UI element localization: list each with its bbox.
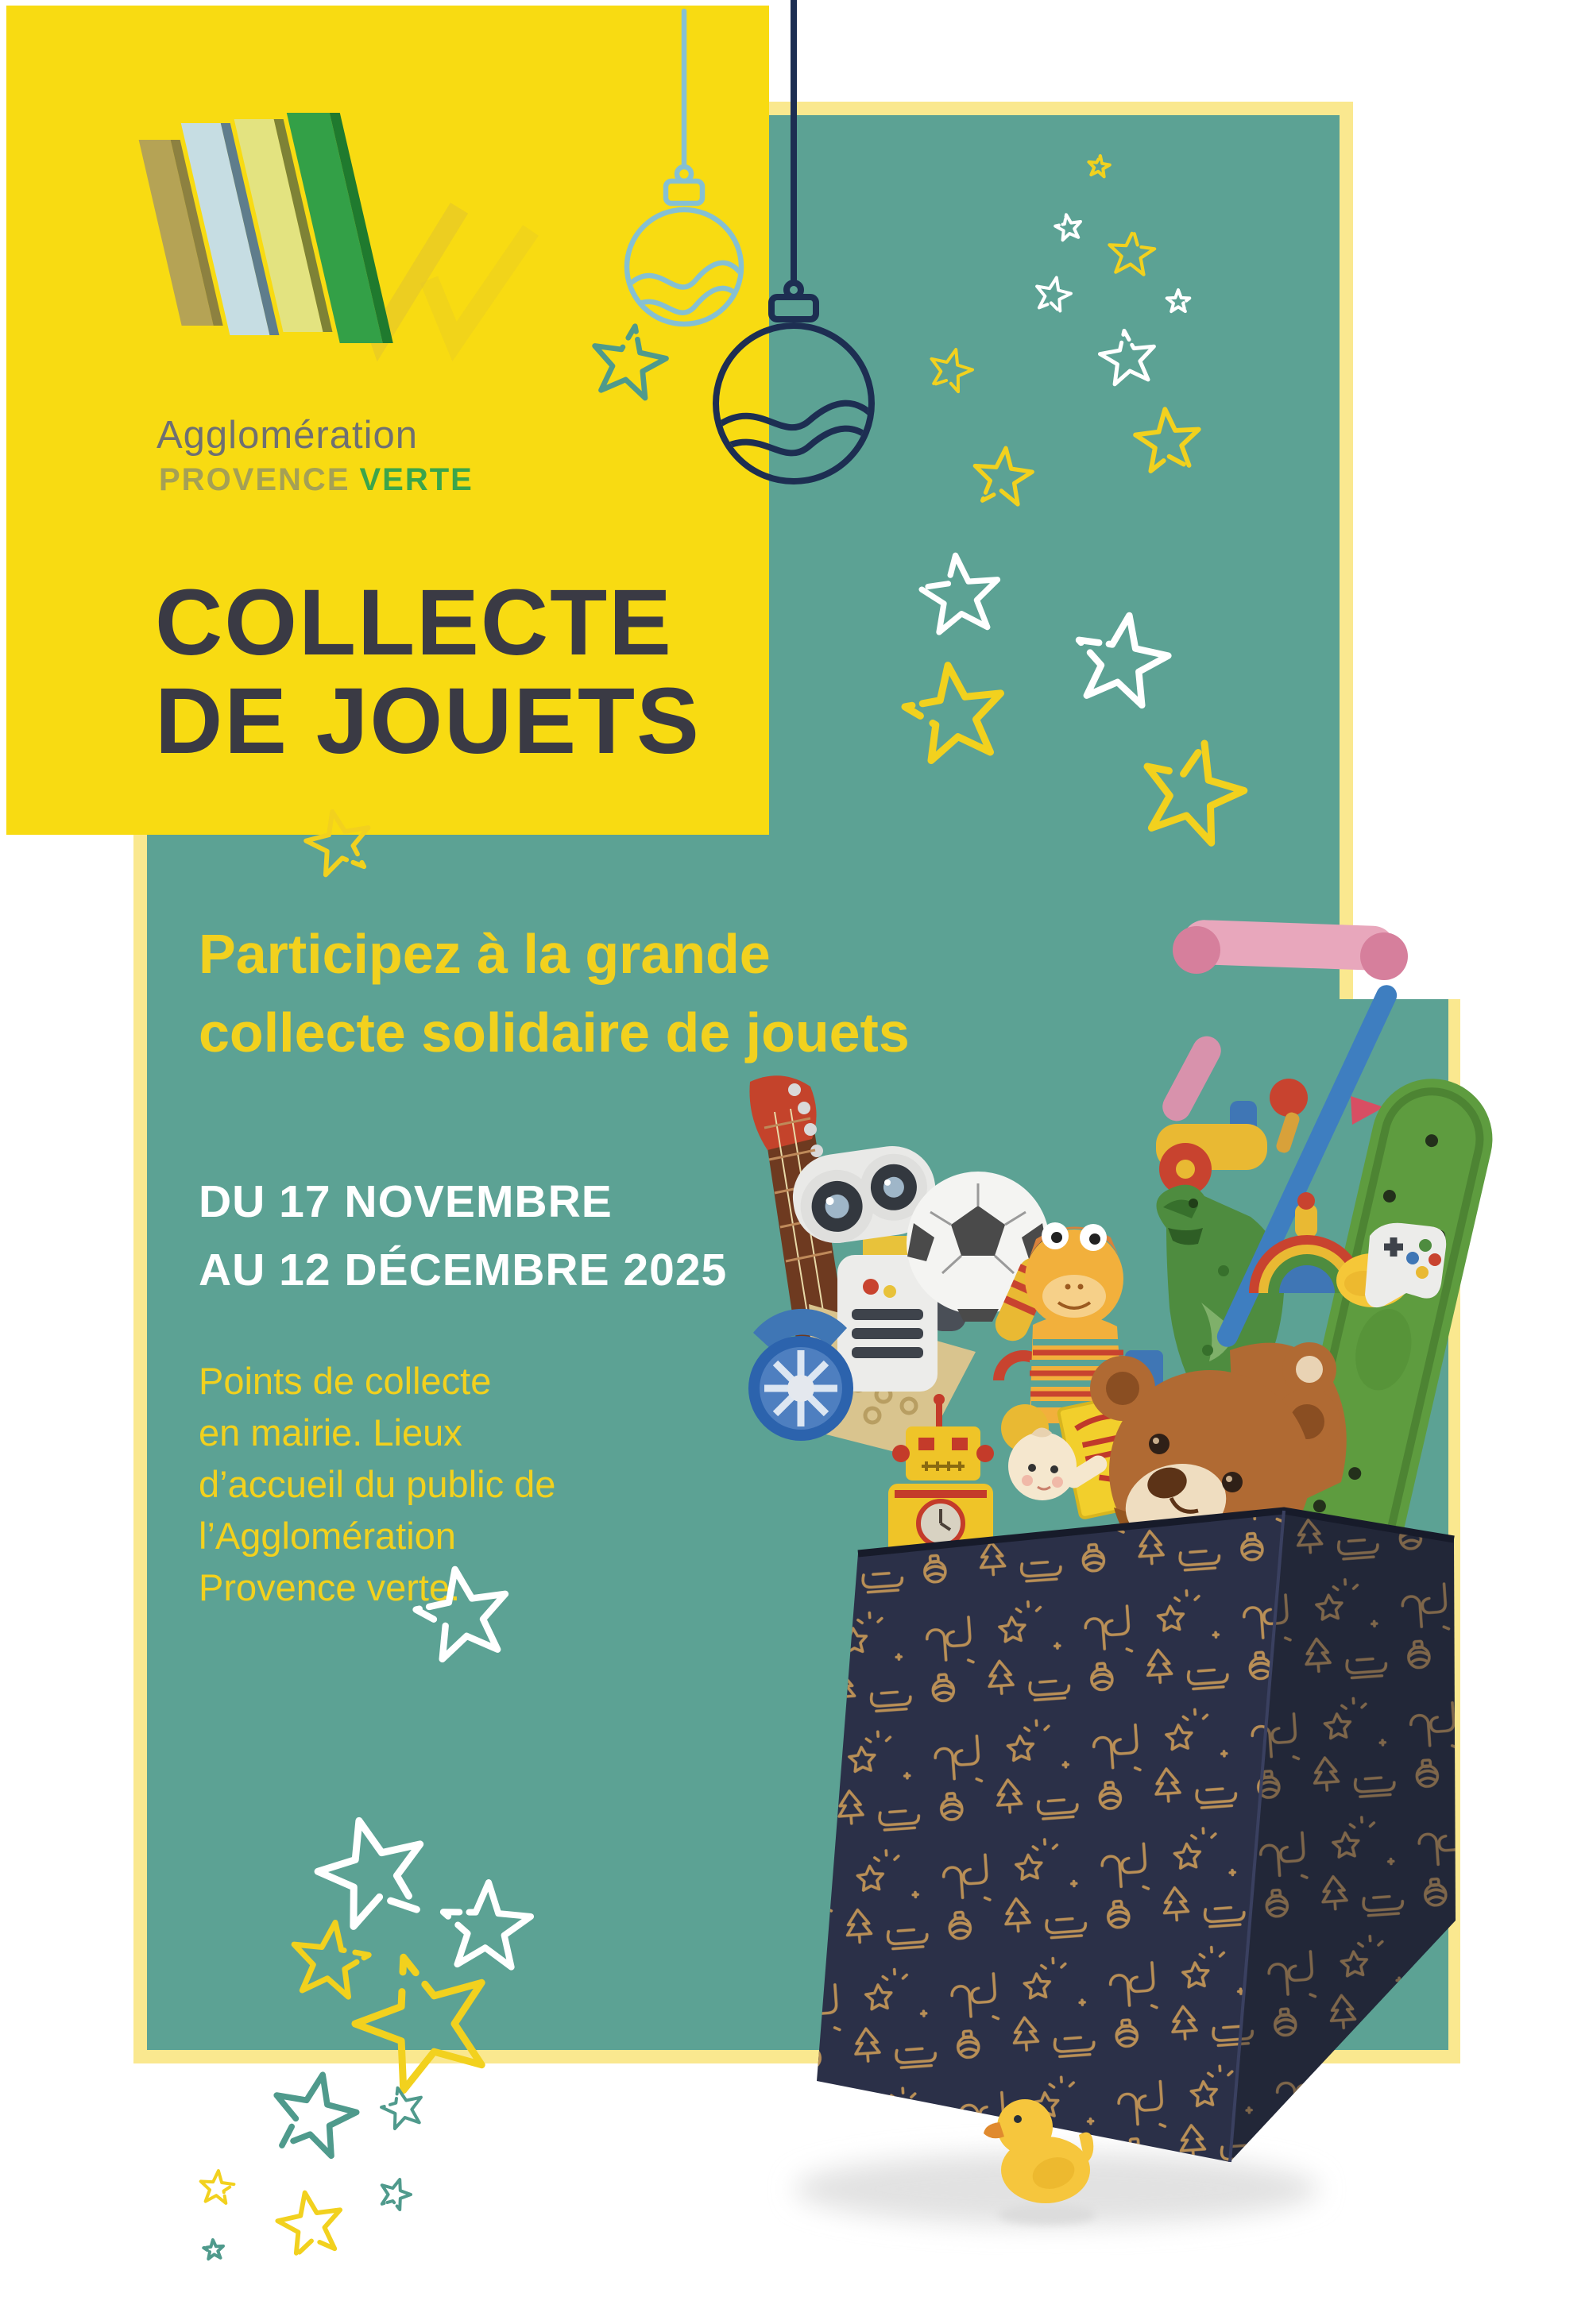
agglomeration-logo-icon xyxy=(79,71,556,389)
title-line1: COLLECTE xyxy=(155,570,673,675)
date-range xyxy=(199,1168,727,1304)
info-line: l’Agglomération xyxy=(199,1515,456,1557)
rubber-duck xyxy=(984,2099,1096,2225)
info-line: en mairie. Lieux xyxy=(199,1411,462,1453)
collection-info xyxy=(199,1355,555,1613)
headline-line2: collecte solidaire de jouets xyxy=(199,1002,910,1064)
date-line2: AU 12 DÉCEMBRE 2025 xyxy=(199,1245,728,1295)
toy-photo-block xyxy=(783,999,1460,2063)
headline xyxy=(199,915,910,1072)
info-line: Provence verte. xyxy=(199,1566,461,1608)
logo-word-provence: PROVENCE xyxy=(159,462,350,497)
title-line2: DE JOUETS xyxy=(155,669,701,774)
headline-line1: Participez à la grande xyxy=(199,923,771,985)
info-line: d’accueil du public de xyxy=(199,1463,556,1505)
logo-org-name: Agglomération xyxy=(157,414,418,457)
logo-org-subname xyxy=(159,462,474,498)
teal-star-icon xyxy=(382,2179,411,2210)
yellow-star-icon xyxy=(201,2171,234,2203)
box-shadow xyxy=(794,2152,1319,2226)
poster-title xyxy=(155,570,701,774)
logo-word-verte: VERTE xyxy=(359,462,474,497)
yellow-star-icon xyxy=(277,2193,340,2256)
date-line1: DU 17 NOVEMBRE xyxy=(199,1176,613,1227)
info-line: Points de collecte xyxy=(199,1360,492,1402)
teal-star-icon xyxy=(203,2240,223,2259)
teal-star-icon xyxy=(276,2075,357,2156)
teal-star-icon xyxy=(381,2088,421,2129)
